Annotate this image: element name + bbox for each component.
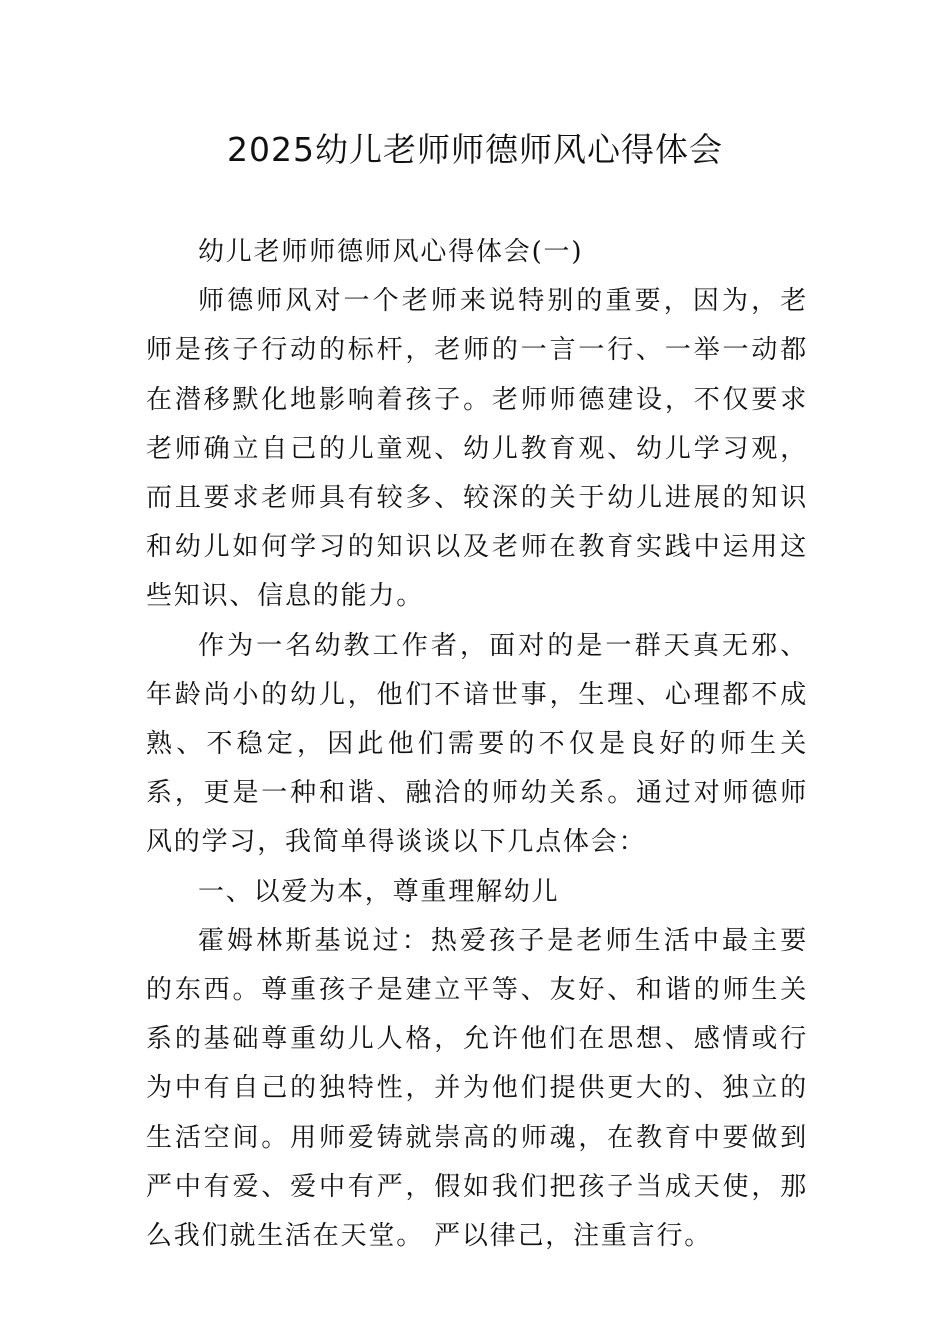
document-title: 2025幼儿老师师德师风心得体会: [227, 130, 723, 169]
paragraph: 霍姆林斯基说过：热爱孩子是老师生活中最主要的东西。尊重孩子是建立平等、友好、和谐的师生关系的基础尊重幼儿人格，允许他们在思想、感情或行为中有自己的独特性，并为他们提供更大的、独立的生活空间。用师爱铸就崇高的师魂，在教育中要做到严中有爱、爱中有严，假如我们把孩子当成天使，那么我们就生活在天堂。 严以律己，注重言行。: [146, 925, 808, 1252]
document-body: [146, 228, 808, 1261]
section-heading: 一、以爱为本，尊重理解幼儿: [198, 876, 560, 907]
paragraph: 作为一名幼教工作者，面对的是一群天真无邪、年龄尚小的幼儿，他们不谙世事，生理、心理都不成熟、不稳定，因此他们需要的不仅是良好的师生关系，更是一种和谐、融洽的师幼关系。通过对师德师风的学习，我简单得谈谈以下几点体会：: [146, 630, 808, 858]
paragraph: 师德师风对一个老师来说特别的重要，因为，老师是孩子行动的标杆，老师的一言一行、一举一动都在潜移默化地影响着孩子。老师师德建设，不仅要求老师确立自己的儿童观、幼儿教育观、幼儿学习观，而且要求老师具有较多、较深的关于幼儿进展的知识和幼儿如何学习的知识以及老师在教育实践中运用这些知识、信息的能力。: [146, 286, 808, 612]
section-heading: 幼儿老师师德师风心得体会(一): [198, 237, 584, 267]
